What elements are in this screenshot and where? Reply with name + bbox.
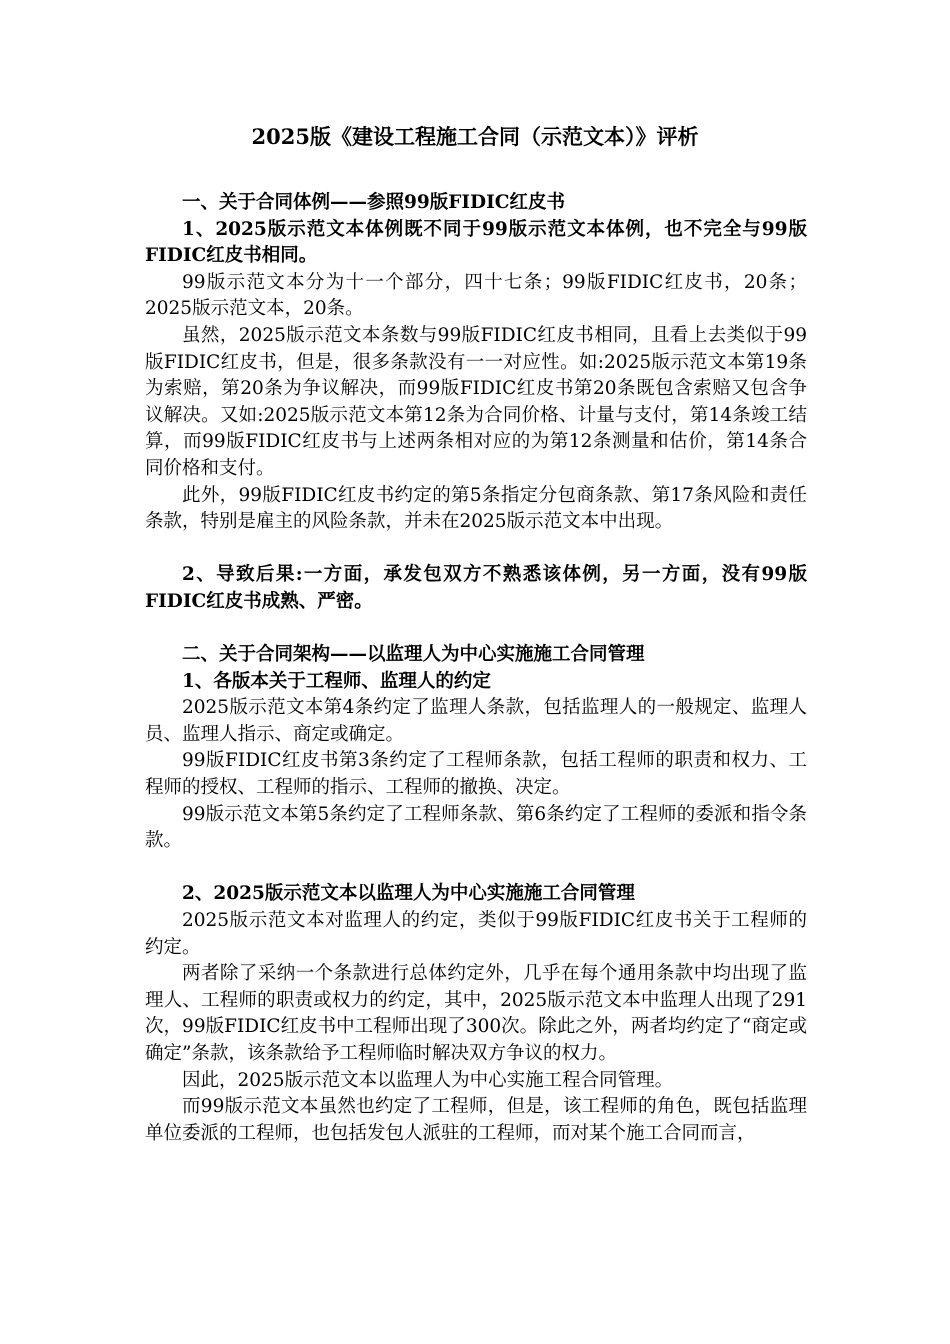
document-title: 2025版《建设工程施工合同（示范文本）》评析: [251, 124, 699, 149]
section2-paragraph-6: 因此，2025版示范文本以监理人为中心实施工程合同管理。: [182, 1069, 674, 1091]
document-body: [145, 190, 807, 1147]
blank-line: [145, 855, 807, 882]
section2-paragraph-7: 而99版示范文本虽然也约定了工程师，但是，该工程师的角色，既包括监理单位委派的工程师，也包括发包人派驻的工程师，而对某个施工合同而言，: [145, 1096, 807, 1144]
section2-heading: 二、关于合同架构——以监理人为中心实施施工合同管理: [182, 644, 645, 666]
section1-sub2-heading: 2、导致后果:一方面，承发包双方不熟悉该体例，另一方面，没有99版FIDIC红皮书成熟、严密。: [145, 564, 807, 612]
section2-paragraph-1: 2025版示范文本第4条约定了监理人条款，包括监理人的一般规定、监理人员、监理人指示、商定或确定。: [145, 697, 807, 745]
section1-paragraph-3: 此外，99版FIDIC红皮书约定的第5条指定分包商条款、第17条风险和责任条款，特别是雇主的风险条款，并未在2025版示范文本中出现。: [145, 484, 807, 533]
section2-paragraph-2: 99版FIDIC红皮书第3条约定了工程师条款，包括工程师的职责和权力、工程师的授权、工程师的指示、工程师的撤换、决定。: [145, 750, 807, 799]
section2-paragraph-4: 2025版示范文本对监理人的约定，类似于99版FIDIC红皮书关于工程师的约定。: [145, 910, 807, 958]
section1-sub1-heading: 1、2025版示范文本体例既不同于99版示范文本体例，也不完全与99版FIDIC红皮书相同。: [145, 218, 807, 267]
section2-sub1-heading: 1、各版本关于工程师、监理人的约定: [182, 670, 491, 692]
section1-paragraph-1: 99版示范文本分为十一个部分，四十七条；99版FIDIC红皮书，20条；2025版示范文本，20条。: [145, 271, 807, 320]
section2-paragraph-3: 99版示范文本第5条约定了工程师条款、第6条约定了工程师的委派和指令条款。: [145, 803, 807, 852]
section2-sub2-heading: 2、2025版示范文本以监理人为中心实施施工合同管理: [182, 883, 635, 905]
section2-paragraph-5: 两者除了采纳一个条款进行总体约定外，几乎在每个通用条款中均出现了监理人、工程师的职责或权力的约定，其中，2025版示范文本中监理人出现了291次，99版FIDIC红皮书中工程师出现了300次。除此之外，两者均约定了“商定或确定”条款，该条款给予工程师临时解决双方争议的权力。: [145, 963, 807, 1064]
blank-line: [145, 616, 807, 643]
blank-line: [145, 536, 807, 563]
section1-heading: 一、关于合同体例——参照99版FIDIC红皮书: [182, 192, 565, 213]
section1-paragraph-2: 虽然，2025版示范文本条数与99版FIDIC红皮书相同，且看上去类似于99版FIDIC红皮书，但是，很多条款没有一一对应性。如:2025版示范文本第19条为索赔，第20条为争议解决，而99版FIDIC红皮书第20条既包含索赔又包含争议解决。又如:2025版示范文本第12条为合同价格、计量与支付，第14条竣工结算，而99版FIDIC红皮书与上述两条相对应的为第12条测量和估价，第14条合同价格和支付。: [145, 324, 807, 479]
